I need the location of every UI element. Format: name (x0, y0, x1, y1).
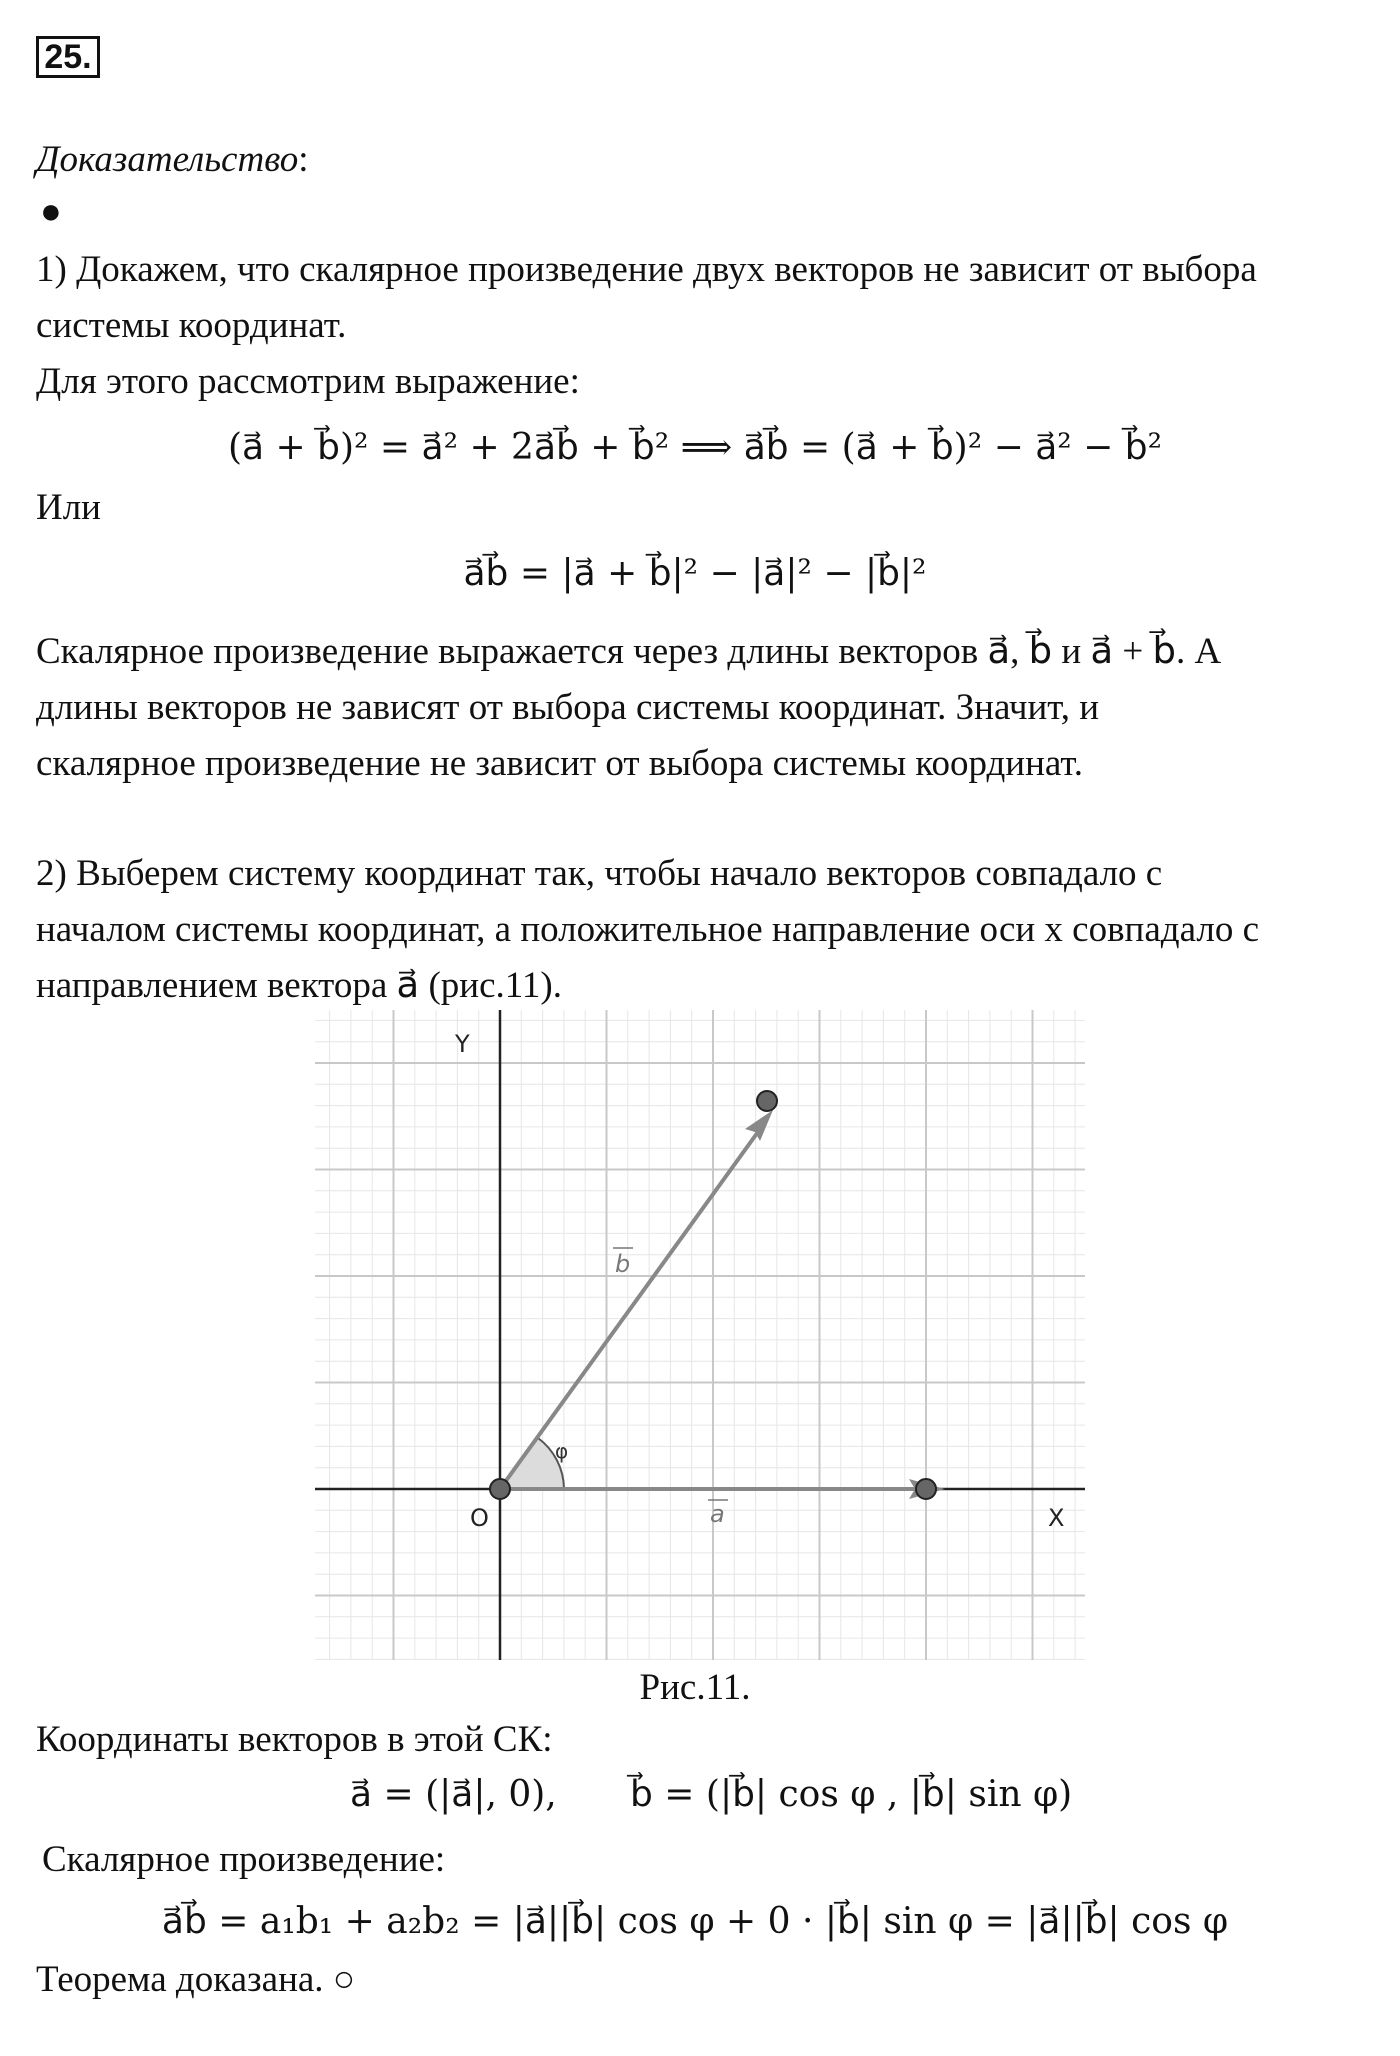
axis-x-label: X (1048, 1504, 1065, 1532)
figure-caption: Рис.11. (639, 1667, 751, 1708)
axis-y-label: Y (455, 1030, 470, 1058)
proof-heading (36, 132, 1354, 188)
vector-a-label: a (710, 1500, 725, 1528)
part1-line1: 1) Докажем, что скалярное произведение двух векторов не зависит от выбора (36, 249, 1257, 290)
part2-line2: началом системы координат, а положительное направление оси x совпадало с (36, 909, 1259, 950)
formula-vector-a: a⃗ = (|a⃗|, 0), (350, 1774, 557, 1815)
bullet-marker: ● (40, 191, 62, 231)
part2-line1: 2) Выберем систему координат так, чтобы начало векторов совпадало с (36, 853, 1163, 894)
part1-conclusion-line1: Скалярное произведение выражается через длины векторов a⃗, b⃗ и a⃗ + b⃗. А (36, 631, 1222, 672)
problem-number: 25. (36, 36, 100, 78)
angle-phi-label: φ (555, 1439, 569, 1463)
origin-point (490, 1479, 510, 1499)
vector-b-label: b (615, 1250, 631, 1278)
proof-heading-colon: : (298, 139, 309, 180)
part1-line2: системы координат. (36, 305, 347, 346)
part2-line3: направлением вектора a⃗ (рис.11). (36, 965, 562, 1006)
formula-vector-b: b⃗ = (|b⃗| cos φ , |b⃗| sin φ) (630, 1774, 1073, 1815)
part1-line3: Для этого рассмотрим выражение: (36, 361, 580, 402)
origin-label: O (470, 1504, 489, 1532)
vector-b-arrowhead (745, 1110, 773, 1141)
part1-conclusion-line3: скалярное произведение не зависит от выбора системы координат. (36, 743, 1084, 784)
formula-dot-via-lengths: a⃗b⃗ = |a⃗ + b⃗|² − |a⃗|² − |b⃗|² (463, 553, 927, 594)
part1-or: Или (36, 487, 101, 528)
theorem-proved: Теорема доказана. ○ (36, 1959, 356, 2000)
formula-dot-product: a⃗b⃗ = a₁b₁ + a₂b₂ = |a⃗||b⃗| cos φ + 0 · |b⃗| sin φ = |a⃗||b⃗| cos φ (161, 1901, 1229, 1942)
figure-coordinate-plane (315, 1010, 1085, 1660)
part3-dot-label: Скалярное произведение: (42, 1839, 446, 1880)
grid-major (315, 1010, 1085, 1660)
part3-coords-label: Координаты векторов в этой СК: (36, 1719, 553, 1760)
vector-a-end-point (916, 1479, 936, 1499)
vector-b-line (500, 1125, 763, 1489)
part1-conclusion-line2: длины векторов не зависят от выбора системы координат. Значит, и (36, 687, 1099, 728)
formula-square-expansion: (a⃗ + b⃗)² = a⃗² + 2a⃗b⃗ + b⃗² ⟹ a⃗b⃗ = (a⃗ + b⃗)² − a⃗² − b⃗² (227, 427, 1163, 468)
vector-b-end-point (757, 1091, 777, 1111)
grid-minor (315, 1010, 1085, 1660)
proof-heading-text: Доказательство (36, 139, 299, 180)
